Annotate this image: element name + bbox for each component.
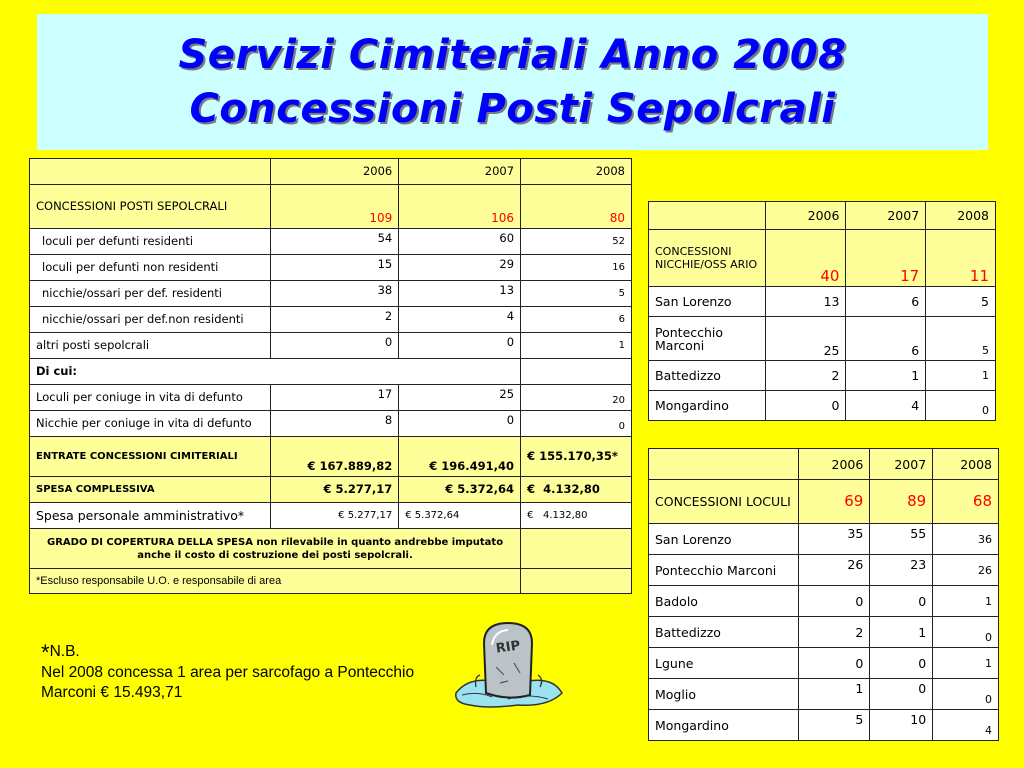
table-row bbox=[649, 555, 999, 586]
row-label: altri posti sepolcrali bbox=[30, 333, 271, 359]
cell-value: 40 bbox=[765, 230, 846, 287]
year-2007: 2007 bbox=[399, 159, 521, 185]
cell-value: 0 bbox=[798, 648, 870, 679]
nb-note bbox=[41, 642, 421, 703]
cell-value: 55 bbox=[870, 524, 933, 555]
cell-value: 2 bbox=[765, 361, 846, 391]
year-2007: 2007 bbox=[870, 449, 933, 480]
table-row-di-cui bbox=[30, 359, 632, 385]
table-row bbox=[649, 317, 996, 361]
cell-value: € 5.372,64 bbox=[399, 503, 521, 529]
main-concessioni-table bbox=[29, 158, 632, 594]
table-row bbox=[649, 617, 999, 648]
cell-value: 10 bbox=[870, 710, 933, 741]
cell-value: 25 bbox=[399, 385, 521, 411]
cell-value: 16 bbox=[521, 255, 632, 281]
cell-value: 0 bbox=[399, 333, 521, 359]
cell-value: 6 bbox=[846, 287, 926, 317]
cell-value: € 5.277,17 bbox=[271, 503, 399, 529]
row-label: Badolo bbox=[649, 586, 799, 617]
cell-value: 0 bbox=[399, 411, 521, 437]
table-row bbox=[30, 307, 632, 333]
row-label: Battedizzo bbox=[649, 361, 766, 391]
row-label: Pontecchio Marconi bbox=[649, 317, 766, 361]
row-label: CONCESSIONI NICCHIE/OSS ARIO bbox=[649, 230, 766, 287]
cell-value: 25 bbox=[765, 317, 846, 361]
cell-value: 17 bbox=[271, 385, 399, 411]
cell-value: 68 bbox=[933, 480, 999, 524]
cell-value: 26 bbox=[933, 555, 999, 586]
cell-value: 13 bbox=[765, 287, 846, 317]
table-row bbox=[30, 411, 632, 437]
page-title-line2: Concessioni Posti Sepolcrali bbox=[189, 86, 836, 132]
cell-value: 11 bbox=[926, 230, 996, 287]
cell-value: 1 bbox=[926, 361, 996, 391]
table-row bbox=[30, 385, 632, 411]
table-row bbox=[30, 255, 632, 281]
di-cui-label: Di cui: bbox=[30, 359, 521, 385]
table-row bbox=[30, 229, 632, 255]
cell-value: 4 bbox=[846, 391, 926, 421]
cell-value: 1 bbox=[846, 361, 926, 391]
cell-value: 36 bbox=[933, 524, 999, 555]
empty-cell bbox=[521, 529, 632, 569]
cell-value: 69 bbox=[798, 480, 870, 524]
cell-value: 0 bbox=[933, 679, 999, 710]
tombstone-icon bbox=[448, 615, 568, 715]
cell-value: 0 bbox=[870, 648, 933, 679]
year-2007: 2007 bbox=[846, 202, 926, 230]
cell-value: € 4.132,80 bbox=[521, 503, 632, 529]
table-header-row bbox=[30, 159, 632, 185]
cell-value: 1 bbox=[798, 679, 870, 710]
table-row-escluso bbox=[30, 569, 632, 594]
cell-value: 0 bbox=[926, 391, 996, 421]
table-row bbox=[649, 361, 996, 391]
row-label: CONCESSIONI LOCULI bbox=[649, 480, 799, 524]
year-2008: 2008 bbox=[926, 202, 996, 230]
row-label: loculi per defunti residenti bbox=[30, 229, 271, 255]
cell-value: 13 bbox=[399, 281, 521, 307]
cell-value: 23 bbox=[870, 555, 933, 586]
cell-value: € 196.491,40 bbox=[399, 437, 521, 477]
cell-value: 2 bbox=[271, 307, 399, 333]
row-label: Lgune bbox=[649, 648, 799, 679]
cell-value: 29 bbox=[399, 255, 521, 281]
cell-value: 4 bbox=[399, 307, 521, 333]
cell-value: € 4.132,80 bbox=[521, 477, 632, 503]
cell-value: 0 bbox=[870, 679, 933, 710]
table-row bbox=[649, 648, 999, 679]
row-label: San Lorenzo bbox=[649, 287, 766, 317]
cell-value: € 5.372,64 bbox=[399, 477, 521, 503]
empty-cell bbox=[521, 569, 632, 594]
row-label: nicchie/ossari per def.non residenti bbox=[30, 307, 271, 333]
year-2008: 2008 bbox=[521, 159, 632, 185]
table-row-entrate bbox=[30, 437, 632, 477]
cell-value: 2 bbox=[798, 617, 870, 648]
table-row bbox=[649, 287, 996, 317]
header-empty-cell bbox=[30, 159, 271, 185]
table-row bbox=[30, 333, 632, 359]
row-label: Spesa personale amministrativo* bbox=[30, 503, 271, 529]
cell-value: 0 bbox=[870, 586, 933, 617]
escluso-note: *Escluso responsabile U.O. e responsabile di area bbox=[30, 569, 521, 594]
row-label: Pontecchio Marconi bbox=[649, 555, 799, 586]
rip-label: RIP bbox=[494, 638, 522, 657]
cell-value: € 5.277,17 bbox=[271, 477, 399, 503]
loculi-table bbox=[648, 448, 999, 741]
cell-value: 5 bbox=[926, 287, 996, 317]
table-row bbox=[649, 230, 996, 287]
cell-value: 5 bbox=[926, 317, 996, 361]
table-row bbox=[649, 524, 999, 555]
table-row-spesa bbox=[30, 477, 632, 503]
cell-value: 38 bbox=[271, 281, 399, 307]
year-2006: 2006 bbox=[765, 202, 846, 230]
table-row bbox=[30, 185, 632, 229]
title-banner bbox=[37, 14, 988, 150]
table-row bbox=[30, 503, 632, 529]
row-label: Battedizzo bbox=[649, 617, 799, 648]
empty-cell bbox=[521, 359, 632, 385]
cell-value: 54 bbox=[271, 229, 399, 255]
row-label: ENTRATE CONCESSIONI CIMITERIALI bbox=[30, 437, 271, 477]
year-2006: 2006 bbox=[798, 449, 870, 480]
cell-value: 17 bbox=[846, 230, 926, 287]
row-label: Moglio bbox=[649, 679, 799, 710]
cell-value: 0 bbox=[798, 586, 870, 617]
cell-value: 5 bbox=[798, 710, 870, 741]
cell-value: 15 bbox=[271, 255, 399, 281]
cell-value: 1 bbox=[521, 333, 632, 359]
cell-value: 52 bbox=[521, 229, 632, 255]
row-label: SPESA COMPLESSIVA bbox=[30, 477, 271, 503]
cell-value: 0 bbox=[765, 391, 846, 421]
cell-value: 80 bbox=[521, 185, 632, 229]
nb-label: N.B. bbox=[49, 643, 80, 660]
table-row bbox=[649, 586, 999, 617]
asterisk: * bbox=[41, 640, 50, 665]
cell-value: 0 bbox=[521, 411, 632, 437]
table-row bbox=[649, 391, 996, 421]
year-2006: 2006 bbox=[271, 159, 399, 185]
row-label: Mongardino bbox=[649, 710, 799, 741]
table-header-row bbox=[649, 202, 996, 230]
cell-value: 60 bbox=[399, 229, 521, 255]
cell-value: 1 bbox=[933, 648, 999, 679]
header-empty-cell bbox=[649, 449, 799, 480]
table-row bbox=[30, 281, 632, 307]
row-label: CONCESSIONI POSTI SEPOLCRALI bbox=[30, 185, 271, 229]
row-label: Mongardino bbox=[649, 391, 766, 421]
cell-value: 8 bbox=[271, 411, 399, 437]
cell-value: € 155.170,35* bbox=[521, 437, 632, 477]
year-2008: 2008 bbox=[933, 449, 999, 480]
row-label: San Lorenzo bbox=[649, 524, 799, 555]
cell-value: 20 bbox=[521, 385, 632, 411]
row-label: loculi per defunti non residenti bbox=[30, 255, 271, 281]
cell-value: 106 bbox=[399, 185, 521, 229]
table-row bbox=[649, 710, 999, 741]
table-header-row bbox=[649, 449, 999, 480]
nb-text: Nel 2008 concessa 1 area per sarcofago a Pontecchio Marconi € 15.493,71 bbox=[41, 664, 415, 701]
page-title-line1: Servizi Cimiteriali Anno 2008 bbox=[178, 32, 847, 78]
cell-value: 5 bbox=[521, 281, 632, 307]
cell-value: 6 bbox=[521, 307, 632, 333]
table-row bbox=[649, 679, 999, 710]
cell-value: 6 bbox=[846, 317, 926, 361]
cell-value: 0 bbox=[271, 333, 399, 359]
cell-value: 1 bbox=[870, 617, 933, 648]
cell-value: 26 bbox=[798, 555, 870, 586]
table-row bbox=[649, 480, 999, 524]
cell-value: € 167.889,82 bbox=[271, 437, 399, 477]
cell-value: 1 bbox=[933, 586, 999, 617]
row-label: Nicchie per coniuge in vita di defunto bbox=[30, 411, 271, 437]
cell-value: 89 bbox=[870, 480, 933, 524]
row-label: nicchie/ossari per def. residenti bbox=[30, 281, 271, 307]
cell-value: 109 bbox=[271, 185, 399, 229]
header-empty-cell bbox=[649, 202, 766, 230]
nicchie-ossario-table bbox=[648, 201, 996, 421]
grado-note: GRADO DI COPERTURA DELLA SPESA non rilevabile in quanto andrebbe imputato anche il costo di costruzione dei posti sepolcrali. bbox=[30, 529, 521, 569]
row-label: Loculi per coniuge in vita di defunto bbox=[30, 385, 271, 411]
cell-value: 4 bbox=[933, 710, 999, 741]
cell-value: 35 bbox=[798, 524, 870, 555]
table-row-grado bbox=[30, 529, 632, 569]
cell-value: 0 bbox=[933, 617, 999, 648]
